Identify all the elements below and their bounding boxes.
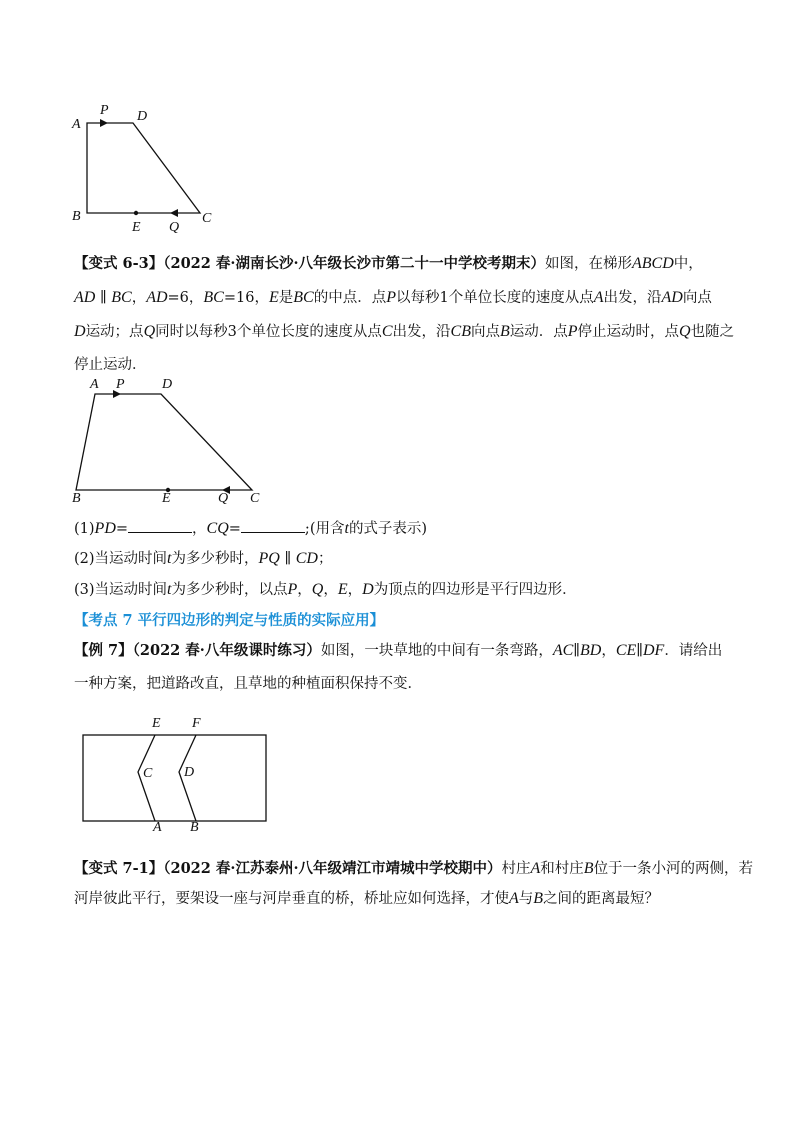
- variant-71-line-2: 河岸彼此平行，要架设一座与河岸垂直的桥，桥址应如何选择，才使A与B之间的距离最短？: [74, 890, 660, 907]
- variant-source: （2022 春·江苏泰州·八年级靖江市靖城中学校期中）: [163, 860, 502, 877]
- label-b: B: [72, 209, 81, 224]
- lawn-rectangle: [83, 735, 266, 821]
- variant-tag: 【变式 7-1】: [74, 860, 164, 877]
- label-q: Q: [169, 220, 180, 235]
- label-d: D: [137, 109, 148, 124]
- answer-blank-cq[interactable]: [241, 518, 305, 533]
- problem-63-line-4: 停止运动．: [74, 357, 147, 373]
- trapezoid-outline: [87, 123, 200, 213]
- label-f: F: [192, 716, 201, 731]
- label-d: D: [162, 377, 173, 392]
- trapezoid-outline: [76, 394, 252, 490]
- example-tag: 【例 7】: [74, 642, 133, 659]
- lawn-figure: [70, 710, 280, 835]
- label-q: Q: [218, 491, 229, 506]
- label-a: A: [72, 117, 81, 132]
- example-source: （2022 春·八年级课时练习）: [132, 642, 321, 659]
- answer-blank-pd[interactable]: [128, 518, 192, 533]
- label-p: P: [116, 377, 125, 392]
- question-3: (3)当运动时间t为多少秒时，以点P，Q，E，D为顶点的四边形是平行四边形．: [74, 581, 577, 598]
- label-e: E: [152, 716, 161, 731]
- question-2: (2)当运动时间t为多少秒时，PQ ∥ CD；: [74, 550, 333, 567]
- problem-63-line-2: AD ∥ BC，AD=6，BC=16，E是BC的中点．点P以每秒1个单位长度的速度从点A出发，沿AD向点: [74, 289, 712, 306]
- label-b: B: [190, 820, 199, 835]
- problem-63-line-3: D运动；点Q同时以每秒3个单位长度的速度从点C出发，沿CB向点B运动．点P停止运动时，点Q也随之: [74, 323, 735, 340]
- label-c: C: [250, 491, 260, 506]
- label-e: E: [162, 491, 171, 506]
- problem-tag: 【变式 6-3】: [74, 255, 164, 272]
- problem-63-line-1: 【变式 6-3】（2022 春·湖南长沙·八年级长沙市第二十一中学校考期末）如图，在梯形ABCD中，: [74, 255, 703, 272]
- label-d: D: [184, 765, 195, 780]
- label-p: P: [100, 103, 109, 118]
- section-heading: 【考点 7 平行四边形的判定与性质的实际应用】: [74, 612, 385, 629]
- label-c: C: [143, 766, 153, 781]
- question-1: (1)PD= ，CQ= ;(用含t的式子表示): [74, 520, 428, 537]
- point-e: [134, 211, 138, 215]
- arrow-p: [100, 119, 108, 127]
- label-b: B: [72, 491, 81, 506]
- label-a: A: [90, 377, 99, 392]
- label-e: E: [132, 220, 141, 235]
- variant-71-line-1: 【变式 7-1】（2022 春·江苏泰州·八年级靖江市靖城中学校期中）村庄A和村庄B位于一条小河的两侧，若: [74, 860, 754, 877]
- trapezoid-figure-1: [60, 100, 230, 235]
- label-c: C: [202, 211, 212, 226]
- arrow-q: [170, 209, 178, 217]
- label-a: A: [153, 820, 162, 835]
- example-7-line-1: 【例 7】（2022 春·八年级课时练习）如图，一块草地的中间有一条弯路，AC∥BD，CE∥DF．请给出: [74, 642, 723, 659]
- problem-source: （2022 春·湖南长沙·八年级长沙市第二十一中学校考期末）: [163, 255, 545, 272]
- example-7-line-2: 一种方案，把道路改直，且草地的种植面积保持不变．: [74, 676, 422, 692]
- trapezoid-figure-2: [60, 374, 280, 506]
